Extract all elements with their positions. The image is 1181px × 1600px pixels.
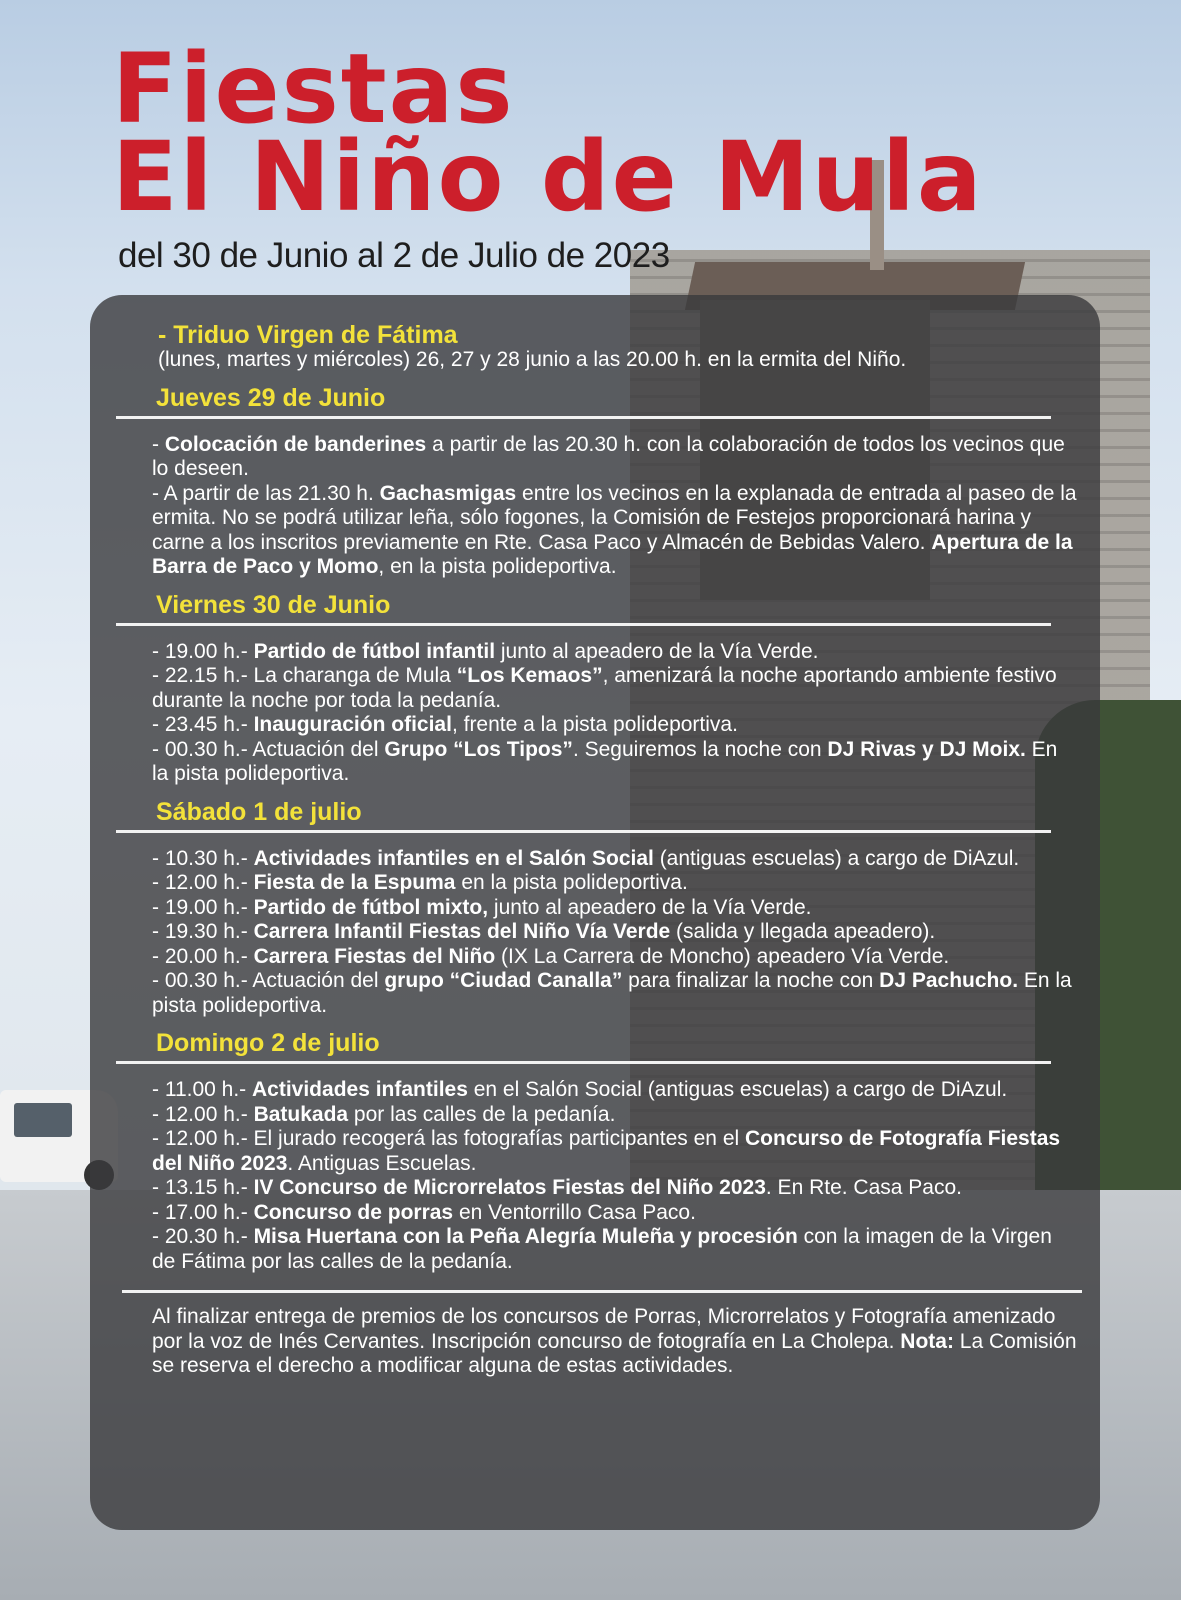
event-item: - 23.45 h.- Inauguración oficial, frente a la pista polideportiva. [152,713,738,736]
divider [116,1061,1051,1064]
poster-title [112,33,984,233]
event-item: - 12.00 h.- Batukada por las calles de la pedanía. [152,1102,616,1126]
program-content [152,322,1077,1379]
title-line-2: El Niño de Mula [112,121,984,233]
van-window [14,1103,72,1137]
event-item: - 19.00 h.- Partido de fútbol mixto, junto al apeadero de la Vía Verde. [152,895,812,919]
event-item: - 12.00 h.- El jurado recogerá las fotografías participantes en el Concurso de Fotografía Fiestas del Niño 2023. Antiguas Escuelas. [152,1127,1061,1175]
title-line-1: Fiestas [112,33,515,145]
footer-note: Al finalizar entrega de premios de los concursos de Porras, Microrrelatos y Fotografía amenizado por la voz de Inés Cervantes. Inscripción concurso de fotografía en La Cholepa. Nota: La Comisión se reserva el derecho a modificar alguna de estas actividades. [152,1305,1077,1377]
event-item: - 12.00 h.- Fiesta de la Espuma en la pista polideportiva. [152,871,688,894]
event-item: - 22.15 h.- La charanga de Mula “Los Kemaos”, amenizará la noche aportando ambiente festivo durante la noche por toda la pedanía. [152,664,1057,712]
date-range: del 30 de Junio al 2 de Julio de 2023 [118,236,670,275]
event-item: - 20.30 h.- Misa Huertana con la Peña Alegría Muleña y procesión con la imagen de la Virgen de Fátima por las calles de la pedanía. [152,1225,1052,1273]
event-item: - 00.30 h.- Actuación del grupo “Ciudad Canalla” para finalizar la noche con DJ Pachucho. En la pista polideportiva. [152,969,1072,1017]
divider [116,623,1051,626]
event-item: - 19.00 h.- Partido de fútbol infantil junto al apeadero de la Vía Verde. [152,639,819,663]
event-item: - 20.00 h.- Carrera Fiestas del Niño (IX La Carrera de Moncho) apeadero Vía Verde. [152,944,950,968]
day-heading-domingo: Domingo 2 de julio [156,1029,380,1057]
program-panel [90,295,1100,1530]
event-item: - 19.30 h.- Carrera Infantil Fiestas del Niño Vía Verde (salida y llegada apeadero). [152,920,936,943]
day-heading-sabado: Sábado 1 de julio [156,797,362,826]
day-heading-viernes: Viernes 30 de Junio [156,590,391,619]
event-item: - 11.00 h.- Actividades infantiles en el Salón Social (antiguas escuelas) a cargo de DiAzul. [152,1078,1008,1101]
event-item: - 00.30 h.- Actuación del Grupo “Los Tipos”. Seguiremos la noche con DJ Rivas y DJ Moix. En la pista polideportiva. [152,737,1058,785]
event-item: - Colocación de banderines a partir de las 20.30 h. con la colaboración de todos los vecinos que lo deseen. [152,432,1065,480]
event-item: - 17.00 h.- Concurso de porras en Ventorrillo Casa Paco. [152,1200,696,1224]
divider [122,1290,1082,1293]
day-heading-jueves: Jueves 29 de Junio [156,383,386,412]
divider [116,416,1051,419]
event-item: - 10.30 h.- Actividades infantiles en el Salón Social (antiguas escuelas) a cargo de DiAzul. [152,846,1020,870]
triduo-text: (lunes, martes y miércoles) 26, 27 y 28 junio a las 20.00 h. en la ermita del Niño. [158,348,907,371]
event-item: - 13.15 h.- IV Concurso de Microrrelatos Fiestas del Niño 2023. En Rte. Casa Paco. [152,1176,962,1199]
event-item: - A partir de las 21.30 h. Gachasmigas entre los vecinos en la explanada de entrada al paseo de la ermita. No se podrá utilizar leña, sólo fogones, la Comisión de Festejos proporcionará harina y carne a los inscritos previamente en Rte. Casa Paco y Almacén de Bebidas Valero. Apertura de la Barra de Paco y Momo, en la pista polideportiva. [152,481,1077,578]
triduo-heading: - Triduo Virgen de Fátima [158,321,458,349]
divider [116,830,1051,833]
